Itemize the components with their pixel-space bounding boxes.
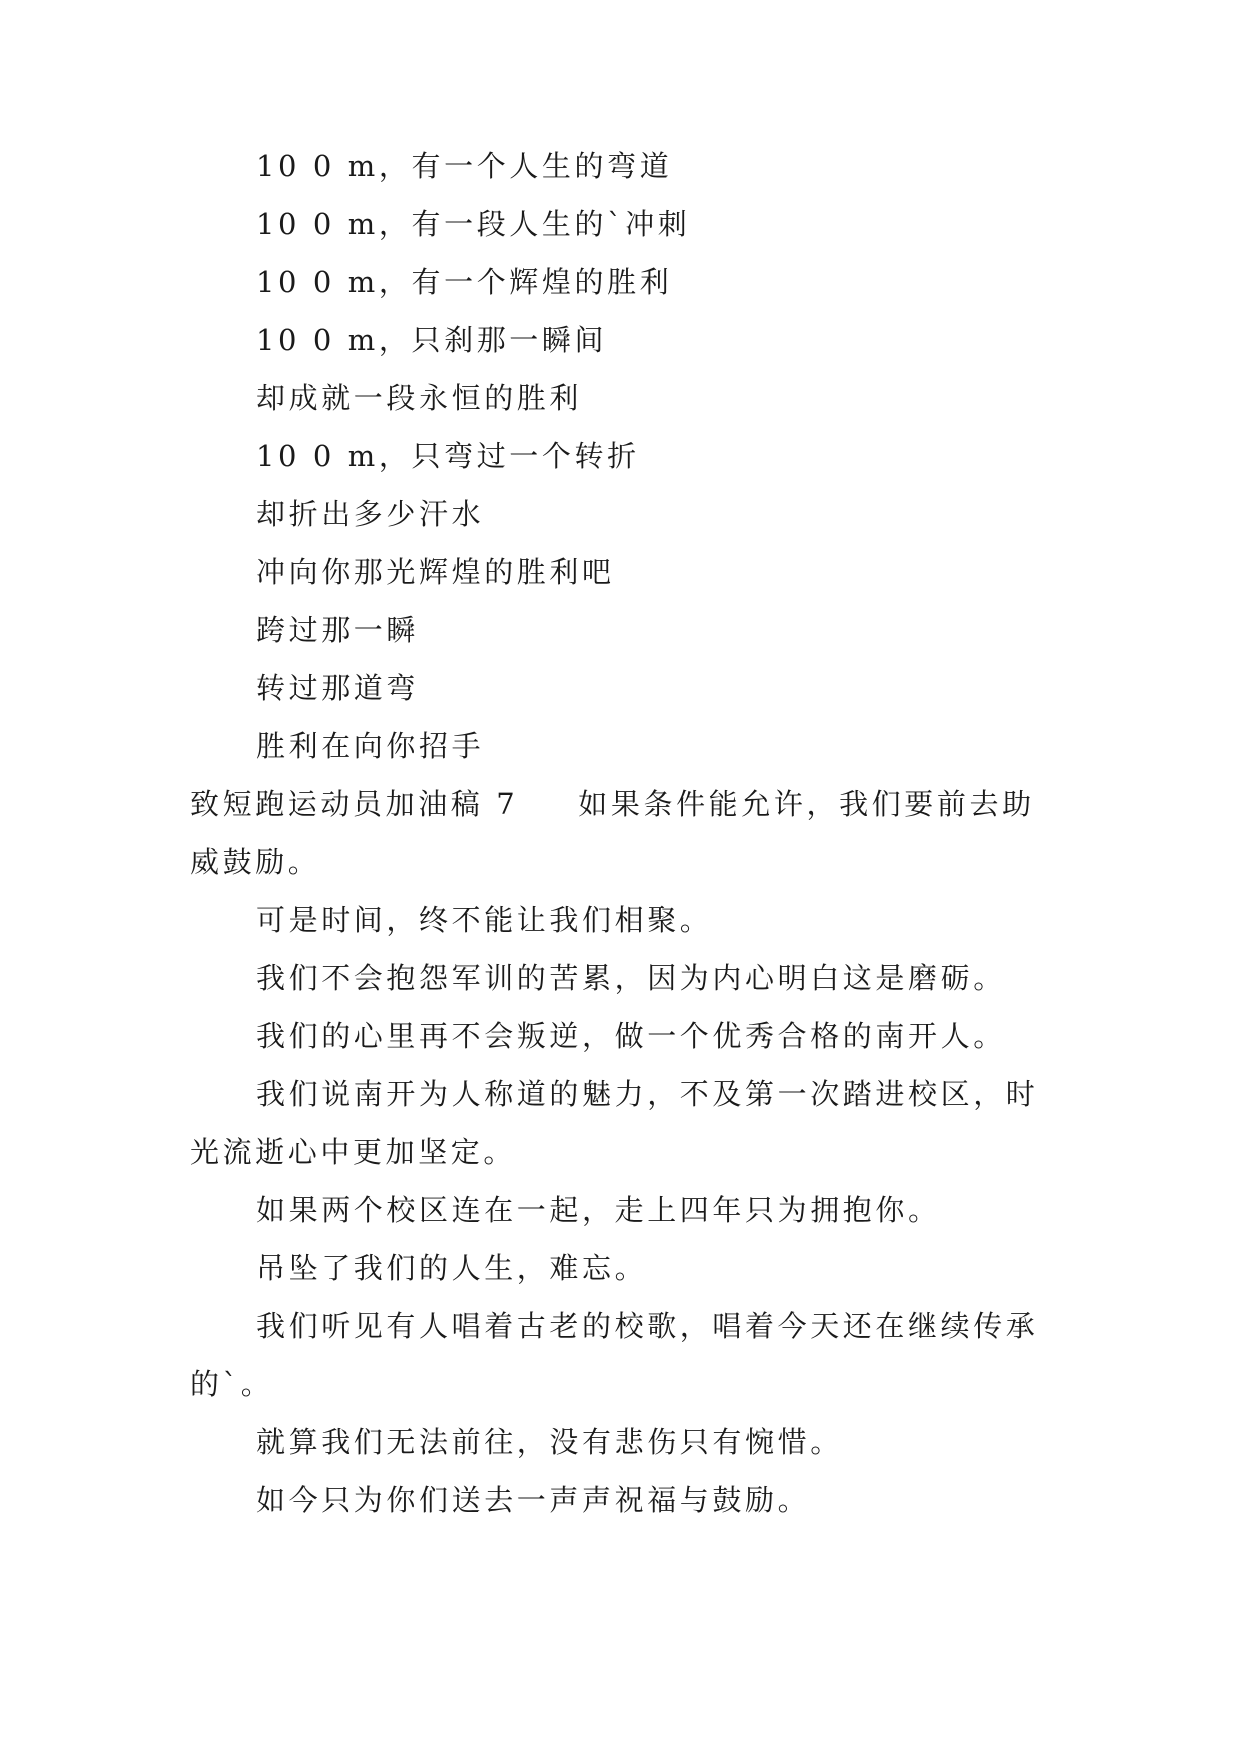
section-heading: 致短跑运动员加油稿 7 xyxy=(190,787,519,821)
paragraph-line: 可是时间，终不能让我们相聚。 xyxy=(256,903,713,937)
poem-line: 10 0 m，只刹那一瞬间 xyxy=(256,323,608,357)
poem-line: 10 0 m，有一个人生的弯道 xyxy=(256,149,673,183)
paragraph-line: 我们的心里再不会叛逆，做一个优秀合格的南开人。 xyxy=(256,1019,1006,1053)
paragraph-line: 吊坠了我们的人生，难忘。 xyxy=(256,1251,648,1285)
paragraph-line: 威鼓励。 xyxy=(190,845,321,879)
section-heading-line xyxy=(190,784,1035,824)
poem-line: 10 0 m，只弯过一个转折 xyxy=(256,439,640,473)
poem-line: 冲向你那光辉煌的胜利吧 xyxy=(256,555,615,589)
paragraph-line: 如果条件能允许，我们要前去助 xyxy=(578,787,1035,821)
paragraph-line: 我们不会抱怨军训的苦累，因为内心明白这是磨砺。 xyxy=(256,961,1006,995)
poem-line: 却折出多少汗水 xyxy=(256,497,485,531)
paragraph-line: 光流逝心中更加坚定。 xyxy=(190,1135,517,1169)
paragraph-line: 如果两个校区连在一起，走上四年只为拥抱你。 xyxy=(256,1193,941,1227)
paragraph-line: 的`。 xyxy=(190,1367,274,1401)
poem-line: 10 0 m，有一段人生的`冲刺 xyxy=(256,207,691,241)
poem-line: 胜利在向你招手 xyxy=(256,729,485,763)
poem-line: 转过那道弯 xyxy=(256,671,420,705)
paragraph-line: 就算我们无法前往，没有悲伤只有惋惜。 xyxy=(256,1425,843,1459)
paragraph-line: 如今只为你们送去一声声祝福与鼓励。 xyxy=(256,1483,811,1517)
poem-line: 10 0 m，有一个辉煌的胜利 xyxy=(256,265,673,299)
poem-line: 跨过那一瞬 xyxy=(256,613,420,647)
poem-line: 却成就一段永恒的胜利 xyxy=(256,381,583,415)
paragraph-line: 我们听见有人唱着古老的校歌，唱着今天还在继续传承 xyxy=(256,1309,1039,1343)
paragraph-line: 我们说南开为人称道的魅力，不及第一次踏进校区，时 xyxy=(256,1077,1039,1111)
